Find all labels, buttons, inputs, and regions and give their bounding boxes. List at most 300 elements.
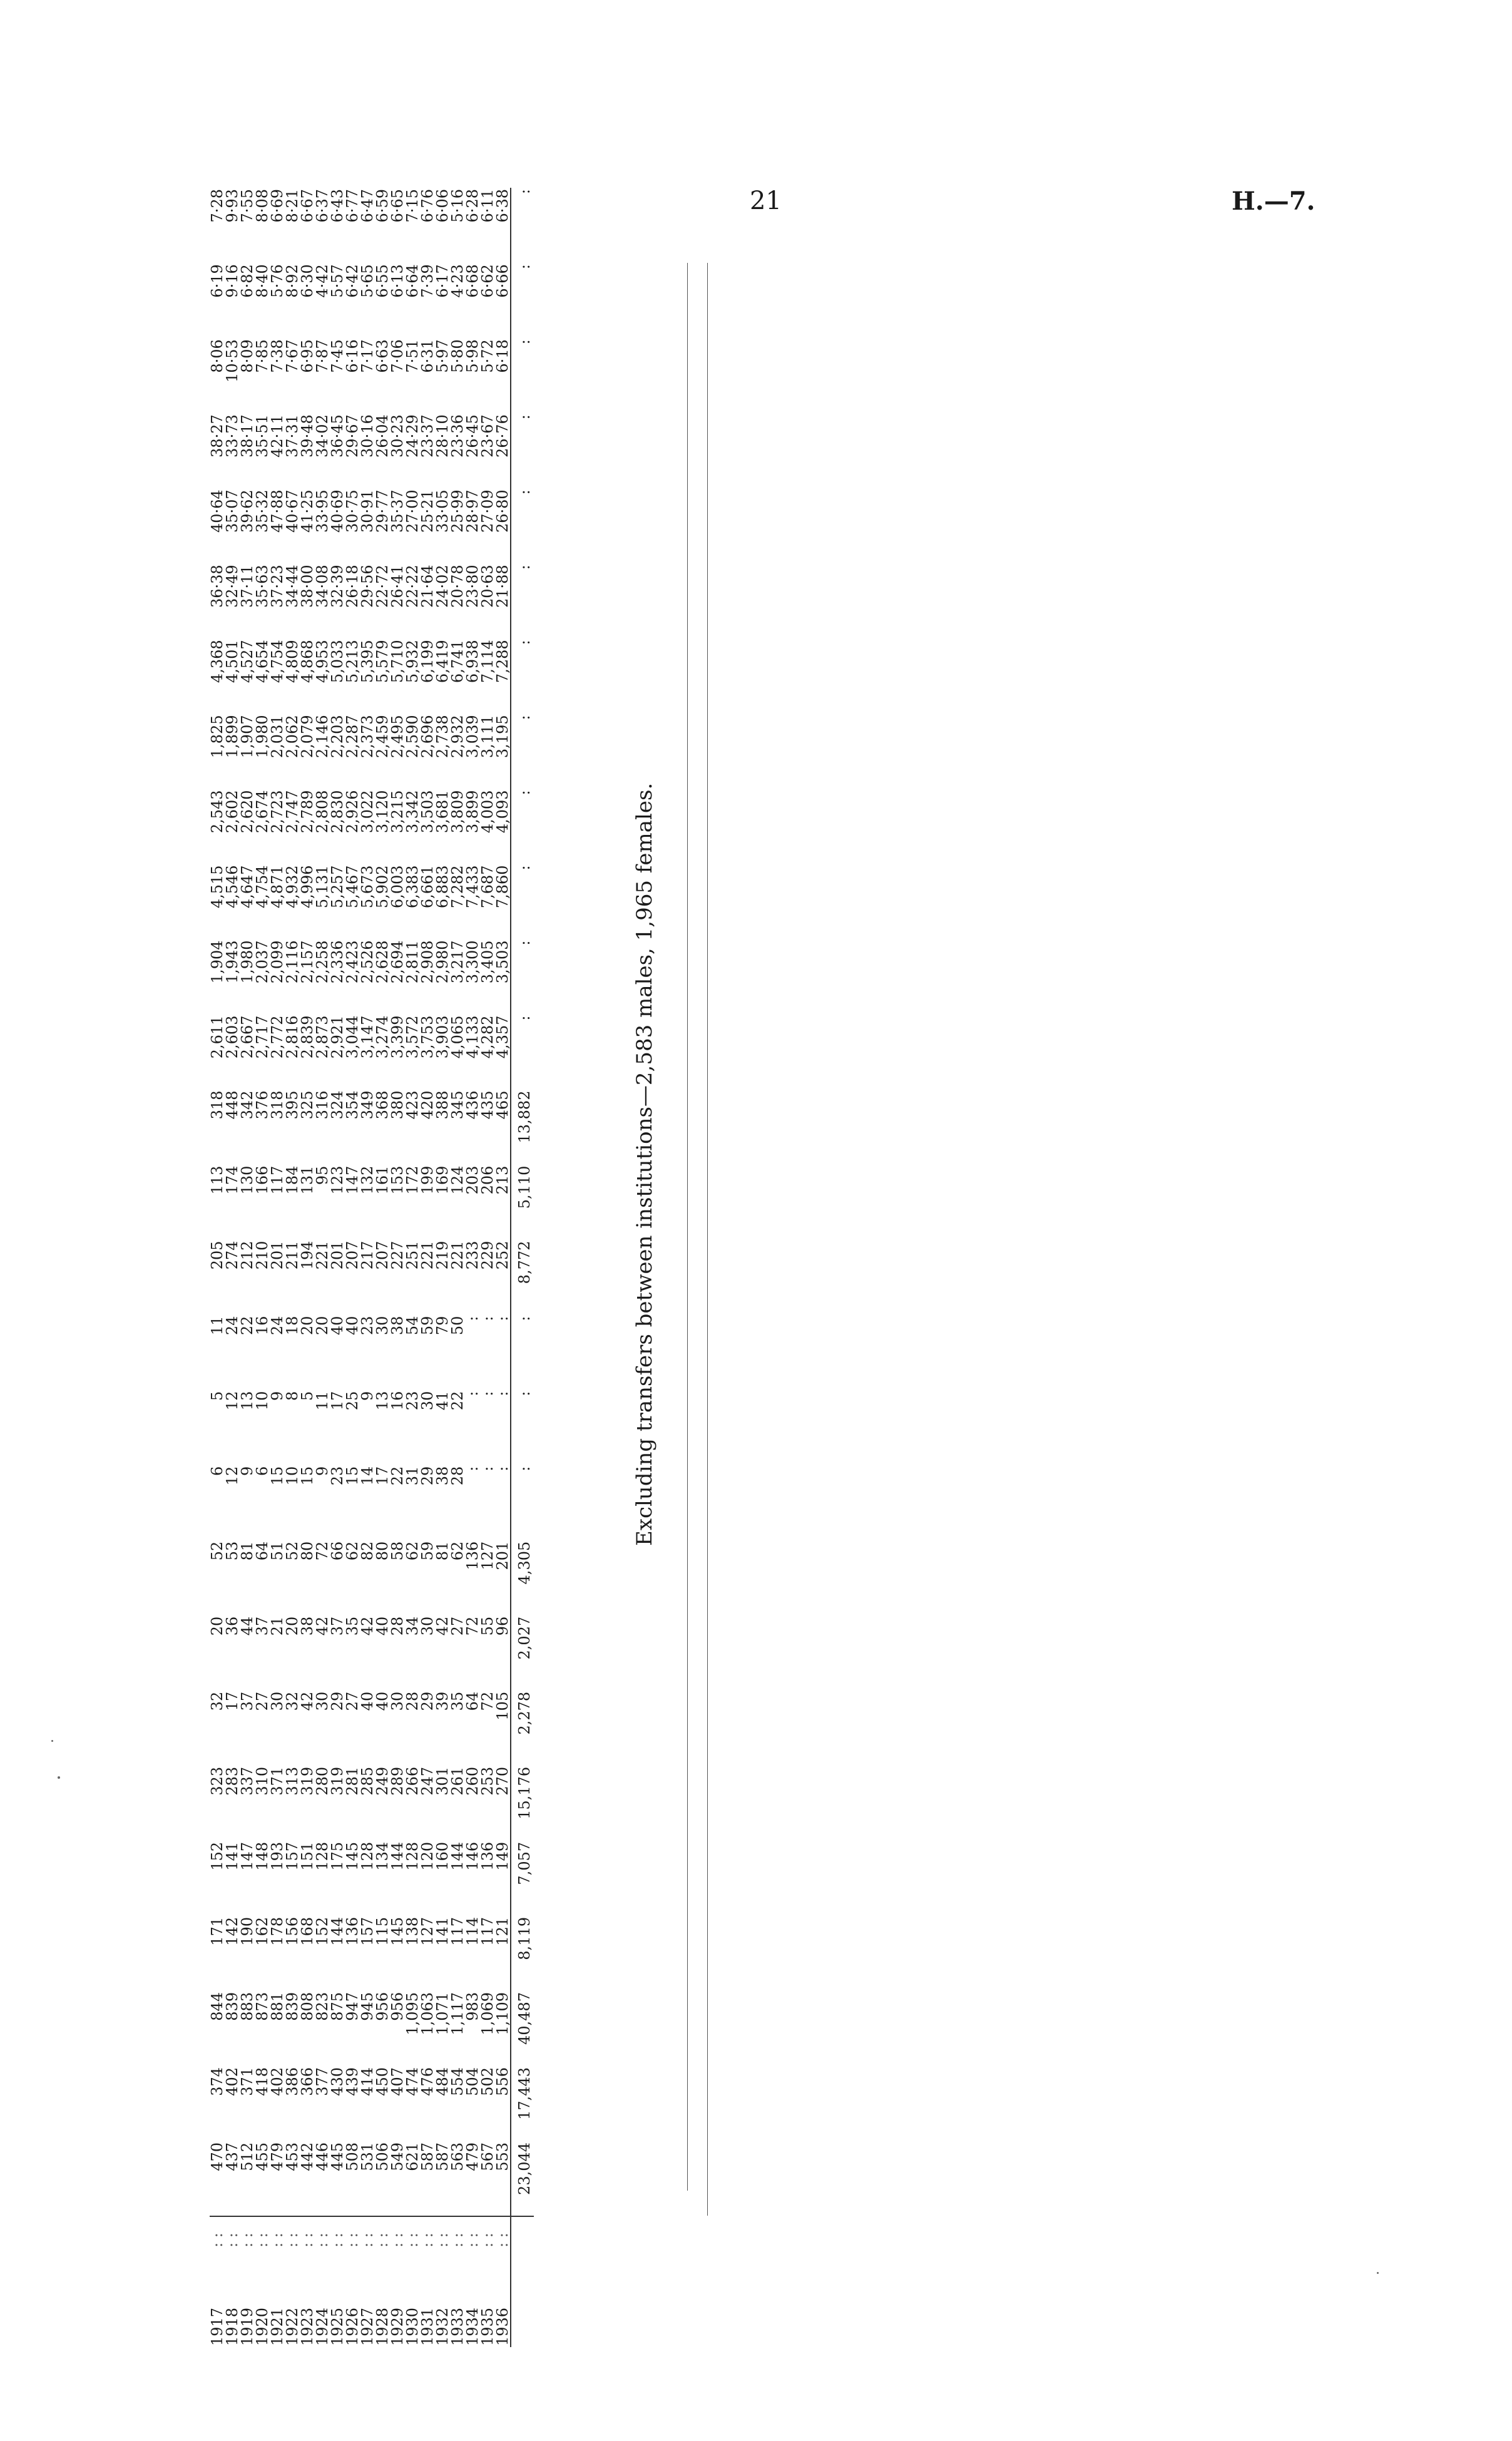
table-cell: 37·23	[268, 565, 286, 608]
table-cell: 395	[284, 1090, 301, 1120]
total-cell: :	[511, 714, 534, 789]
table-cell: 2,628	[374, 940, 391, 984]
table-cell: 556	[494, 2067, 511, 2096]
table-cell: 6·68	[464, 264, 481, 298]
table-cell: 184	[284, 1165, 301, 1195]
table-cell: 219	[434, 1241, 451, 1270]
table-cell: 5,213	[344, 640, 361, 683]
table-cell: 947	[344, 1992, 361, 2021]
table-cell: 3,405	[479, 940, 496, 984]
leader-dots: : :	[299, 2233, 316, 2248]
table-cell: 29	[419, 1466, 436, 1486]
table-cell: 4,647	[238, 865, 256, 909]
leader-dots: : :	[284, 2233, 301, 2248]
table-cell: 8·08	[253, 189, 271, 223]
table-cell: 2,336	[329, 940, 346, 984]
table-cell: 30·16	[359, 414, 376, 458]
leader-dots: : :	[464, 2233, 481, 2248]
table-cell: 455	[255, 2141, 270, 2216]
table-cell: 212	[238, 1241, 256, 1270]
table-cell: :	[479, 1391, 496, 1396]
table-cell: 5,395	[359, 640, 376, 683]
table-cell: 3,120	[374, 790, 391, 834]
table-row	[480, 188, 495, 2347]
table-cell: 3,903	[434, 1015, 451, 1059]
table-cell: 4,809	[284, 640, 301, 683]
table-cell: 26·04	[374, 414, 391, 458]
table-cell: 136	[464, 1541, 481, 1570]
table-cell: 983	[464, 1992, 481, 2021]
table-cell: 62	[449, 1541, 466, 1561]
table-row	[450, 188, 465, 2347]
table-cell: 423	[404, 1090, 421, 1120]
table-cell: 26·45	[464, 414, 481, 458]
table-cell: 22·72	[374, 565, 391, 608]
table-cell: 1,109	[494, 1992, 511, 2035]
table-cell: 18	[284, 1316, 301, 1336]
table-cell: 506	[375, 2141, 390, 2216]
year-cell: 1933	[449, 2307, 466, 2346]
table-cell: 34·08	[314, 565, 331, 608]
table-cell: 58	[389, 1541, 406, 1561]
table-cell: 2,620	[238, 790, 256, 834]
table-cell: 201	[268, 1241, 286, 1270]
table-cell: 2,789	[299, 790, 316, 834]
table-cell: 2,694	[389, 940, 406, 984]
table-cell: 289	[389, 1766, 406, 1796]
table-cell: 21·88	[494, 565, 511, 608]
table-cell: 32·39	[329, 565, 346, 608]
table-cell: 881	[268, 1992, 286, 2021]
table-cell: 36	[223, 1616, 241, 1636]
table-cell: 147	[238, 1841, 256, 1871]
table-cell: 95	[314, 1165, 331, 1185]
table-cell: 280	[314, 1766, 331, 1796]
table-cell: 40	[374, 1616, 391, 1636]
table-cell: 168	[299, 1916, 316, 1946]
table-cell: 6,661	[419, 865, 436, 909]
table-cell: 7·39	[419, 264, 436, 298]
table-cell: 17	[329, 1391, 346, 1411]
table-cell: 823	[314, 1992, 331, 2021]
table-cell: 132	[359, 1165, 376, 1195]
table-cell: 8·21	[284, 189, 301, 223]
leader-dots: : :	[314, 2233, 331, 2248]
table-cell: 4·42	[314, 264, 331, 298]
table-cell: 136	[344, 1916, 361, 1946]
table-cell: 213	[494, 1165, 511, 1195]
table-cell: 285	[359, 1766, 376, 1796]
leader-dots: : :	[238, 2233, 256, 2248]
table-cell: 7·28	[208, 189, 226, 223]
table-cell: 14	[359, 1466, 376, 1486]
year-cell: 1936	[494, 2307, 511, 2346]
table-cell: 386	[284, 2067, 301, 2096]
table-cell: 23	[359, 1316, 376, 1336]
table-cell: 251	[404, 1241, 421, 1270]
table-cell: 6·11	[479, 189, 496, 223]
table-cell: 17	[374, 1466, 391, 1486]
table-cell: 207	[374, 1241, 391, 1270]
table-cell: 24	[223, 1316, 241, 1336]
table-cell: 1,943	[223, 940, 241, 984]
table-cell: 474	[404, 2067, 421, 2096]
table-cell: 956	[389, 1992, 406, 2021]
year-cell: 1934	[464, 2307, 481, 2346]
table-cell: 402	[223, 2067, 241, 2096]
table-cell: 249	[374, 1766, 391, 1796]
table-cell: 59	[419, 1541, 436, 1561]
table-cell: 6·55	[374, 264, 391, 298]
year-cell: 1931	[419, 2307, 436, 2346]
table-cell: 2,603	[223, 1015, 241, 1059]
table-cell: 3,899	[464, 790, 481, 834]
table-cell: 117	[449, 1916, 466, 1946]
table-cell: 7·17	[359, 339, 376, 373]
table-cell: 4,368	[208, 640, 226, 683]
year-cell: 1927	[359, 2307, 376, 2346]
table-cell: 38	[299, 1616, 316, 1636]
table-row	[315, 188, 330, 2347]
table-cell: 6·65	[389, 189, 406, 223]
table-cell: 9	[268, 1391, 286, 1401]
table-cell: 6,199	[419, 640, 436, 683]
table-row	[240, 188, 255, 2347]
table-cell: 5,467	[344, 865, 361, 909]
table-row	[225, 188, 240, 2347]
table-cell: 30	[419, 1391, 436, 1411]
table-cell: 30	[419, 1616, 436, 1636]
table-cell: 8	[284, 1391, 301, 1401]
table-cell: 72	[479, 1691, 496, 1711]
table-cell: 414	[359, 2067, 376, 2096]
table-cell: 2,495	[389, 715, 406, 759]
table-cell: 13	[238, 1391, 256, 1411]
table-cell: 587	[420, 2141, 435, 2216]
table-cell: 50	[449, 1316, 466, 1336]
table-cell: 16	[389, 1391, 406, 1411]
table-cell: 418	[253, 2067, 271, 2096]
total-cell: :	[511, 263, 534, 338]
table-cell: 1,095	[404, 1992, 421, 2035]
table-cell: 178	[268, 1916, 286, 1946]
table-cell: 6,419	[434, 640, 451, 683]
table-cell: 567	[480, 2141, 495, 2216]
table-cell: 430	[329, 2067, 346, 2096]
table-row	[345, 188, 360, 2347]
table-cell: 2,772	[268, 1015, 286, 1059]
table-cell: 36·45	[329, 414, 346, 458]
page-ruled-line	[707, 263, 708, 2216]
table-cell: 2,423	[344, 940, 361, 984]
table-cell: 29·67	[344, 414, 361, 458]
table-cell: 64	[253, 1541, 271, 1561]
leader-dots: : :	[268, 2233, 286, 2248]
table-right-rule	[687, 263, 688, 2191]
table-cell: 166	[253, 1165, 271, 1195]
table-cell: 407	[389, 2067, 406, 2096]
table-cell: 15	[268, 1466, 286, 1486]
table-cell: 5·16	[449, 189, 466, 223]
table-cell: 152	[314, 1916, 331, 1946]
table-cell: 32·49	[223, 565, 241, 608]
table-cell: 201	[494, 1541, 511, 1570]
table-cell: 3,681	[434, 790, 451, 834]
table-cell: 42	[314, 1616, 331, 1636]
table-cell: 144	[449, 1841, 466, 1871]
table-row	[465, 188, 480, 2347]
table-cell: 3,147	[359, 1015, 376, 1059]
table-cell: 6·42	[344, 264, 361, 298]
data-table	[210, 188, 534, 2347]
table-cell: 5,131	[314, 865, 331, 909]
table-row	[300, 188, 315, 2347]
table-cell: 7·38	[268, 339, 286, 373]
table-cell: 325	[299, 1090, 316, 1120]
table-cell: 247	[419, 1766, 436, 1796]
table-cell: 844	[208, 1992, 226, 2021]
leader-dots	[511, 2216, 534, 2263]
table-cell: 270	[494, 1766, 511, 1796]
table-cell: 9	[314, 1466, 331, 1476]
table-cell: 7·15	[404, 189, 421, 223]
table-cell: 79	[434, 1316, 451, 1336]
table-cell: 6·66	[494, 264, 511, 298]
table-cell: 4,546	[223, 865, 241, 909]
table-cell: 2,258	[314, 940, 331, 984]
table-cell: 4,754	[253, 865, 271, 909]
table-cell: 152	[208, 1841, 226, 1871]
table-cell: 371	[238, 2067, 256, 2096]
table-cell: 33·73	[223, 414, 241, 458]
total-cell: 4,305	[511, 1540, 534, 1615]
table-cell: 1,980	[253, 715, 271, 759]
table-cell: 21	[268, 1616, 286, 1636]
table-cell: 25·99	[449, 489, 466, 533]
table-cell: 52	[208, 1541, 226, 1561]
table-cell: 141	[223, 1841, 241, 1871]
table-cell: 23·80	[464, 565, 481, 608]
table-cell: 64	[464, 1691, 481, 1711]
table-cell: 7,282	[449, 865, 466, 909]
total-cell: 8,772	[511, 1240, 534, 1315]
year-cell: 1924	[314, 2307, 331, 2346]
table-cell: 24	[268, 1316, 286, 1336]
table-cell: 96	[494, 1616, 511, 1636]
table-cell: 380	[389, 1090, 406, 1120]
table-cell: 51	[268, 1541, 286, 1561]
table-cell: 7,114	[479, 640, 496, 683]
table-cell: 127	[419, 1916, 436, 1946]
table-cell: 217	[359, 1241, 376, 1270]
table-cell: 4,093	[494, 790, 511, 834]
table-cell: 54	[404, 1316, 421, 1336]
table-cell: 2,116	[284, 940, 301, 984]
table-cell: 142	[223, 1916, 241, 1946]
year-cell: 1922	[284, 2307, 301, 2346]
table-cell: 42·11	[268, 414, 286, 458]
table-cell: 28·10	[434, 414, 451, 458]
table-cell: 6·47	[359, 189, 376, 223]
table-cell: 25·21	[419, 489, 436, 533]
table-cell: 114	[464, 1916, 481, 1946]
year-cell: 1928	[374, 2307, 391, 2346]
table-cell: 23·36	[449, 414, 466, 458]
table-cell: 221	[449, 1241, 466, 1270]
table-cell: 2,099	[268, 940, 286, 984]
table-cell: 41	[434, 1391, 451, 1411]
table-cell: 27	[449, 1616, 466, 1636]
table-cell: 508	[345, 2141, 360, 2216]
table-cell: 160	[434, 1841, 451, 1871]
table-cell: 281	[344, 1766, 361, 1796]
table-cell: 6,883	[434, 865, 451, 909]
table-cell: 6·59	[374, 189, 391, 223]
table-cell: 342	[238, 1090, 256, 1120]
total-cell: 2,278	[511, 1691, 534, 1766]
table-cell: 27	[344, 1691, 361, 1711]
table-cell: 316	[314, 1090, 331, 1120]
table-cell: 261	[449, 1766, 466, 1796]
table-cell: 2,062	[284, 715, 301, 759]
year-cell	[511, 2263, 534, 2347]
table-cell: 436	[464, 1090, 481, 1120]
table-cell: 6,938	[464, 640, 481, 683]
table-cell: 442	[300, 2141, 315, 2216]
table-cell: 448	[223, 1090, 241, 1120]
total-cell: 8,119	[511, 1916, 534, 1991]
table-cell: 44	[238, 1616, 256, 1636]
table-cell: 354	[344, 1090, 361, 1120]
table-cell: 39	[434, 1691, 451, 1711]
table-cell: 30	[268, 1691, 286, 1711]
year-cell: 1925	[329, 2307, 346, 2346]
table-cell: 531	[360, 2141, 375, 2216]
table-cell: 227	[389, 1241, 406, 1270]
table-cell: 28	[449, 1466, 466, 1486]
table-cell: 6·95	[299, 339, 316, 373]
table-cell: 30	[314, 1691, 331, 1711]
table-cell: 2,908	[419, 940, 436, 984]
table-cell: 40	[344, 1316, 361, 1336]
table-cell: 5,710	[389, 640, 406, 683]
year-cell: 1926	[344, 2307, 361, 2346]
table-cell: 6	[208, 1466, 226, 1476]
table-cell: 6·64	[404, 264, 421, 298]
total-cell: :	[511, 488, 534, 563]
table-cell: 128	[359, 1841, 376, 1871]
table-cell: 28	[404, 1691, 421, 1711]
table-cell: 131	[299, 1165, 316, 1195]
table-cell: 35	[344, 1616, 361, 1636]
table-cell: 3,274	[374, 1015, 391, 1059]
table-cell: 41·25	[299, 489, 316, 533]
table-cell: 1,117	[449, 1992, 466, 2035]
table-cell: 35·32	[253, 489, 271, 533]
table-cell: 22	[389, 1466, 406, 1486]
table-cell: 144	[389, 1841, 406, 1871]
table-cell: 5·98	[464, 339, 481, 373]
table-cell: 72	[314, 1541, 331, 1561]
table-cell: 808	[299, 1992, 316, 2021]
table-cell: 206	[479, 1165, 496, 1195]
table-cell: 37	[329, 1616, 346, 1636]
table-cell: 199	[419, 1165, 436, 1195]
table-cell: 81	[238, 1541, 256, 1561]
table-cell: 35·63	[253, 565, 271, 608]
total-cell: :	[511, 413, 534, 488]
table-cell: 194	[299, 1241, 316, 1270]
table-cell: 310	[253, 1766, 271, 1796]
table-cell: 3,342	[404, 790, 421, 834]
leader-dots: : :	[434, 2233, 451, 2248]
total-cell: :	[511, 638, 534, 714]
table-cell: 26·76	[494, 414, 511, 458]
table-cell: 839	[223, 1992, 241, 2021]
table-cell: 23·67	[479, 414, 496, 458]
table-row	[330, 188, 345, 2347]
table-cell: 368	[374, 1090, 391, 1120]
table-cell: 6·13	[389, 264, 406, 298]
table-cell: :	[479, 1316, 496, 1321]
document-code: H.—7.	[1232, 187, 1315, 216]
table-cell: 34·44	[284, 565, 301, 608]
table-cell: 4,868	[299, 640, 316, 683]
table-cell: 437	[225, 2141, 240, 2216]
table-cell: 512	[240, 2141, 255, 2216]
table-cell: 1,063	[419, 1992, 436, 2035]
table-cell: 388	[434, 1090, 451, 1120]
table-cell: 6·37	[314, 189, 331, 223]
year-cell: 1930	[404, 2307, 421, 2346]
table-cell: 124	[449, 1165, 466, 1195]
total-cell: :	[511, 1015, 534, 1090]
table-cell: :	[494, 1391, 511, 1396]
leader-dots: : :	[253, 2233, 271, 2248]
table-cell: 2,830	[329, 790, 346, 834]
table-cell: 38·00	[299, 565, 316, 608]
table-cell: 5·97	[434, 339, 451, 373]
table-cell: 29·56	[359, 565, 376, 608]
leader-dots: : :	[419, 2233, 436, 2248]
table-cell: 6·06	[434, 189, 451, 223]
table-cell: 6·69	[268, 189, 286, 223]
table-cell: 7·06	[389, 339, 406, 373]
table-cell: 587	[435, 2141, 450, 2216]
table-cell: 29·77	[374, 489, 391, 533]
year-cell: 1921	[268, 2307, 286, 2346]
table-cell: 31	[404, 1466, 421, 1486]
table-cell: 2,146	[314, 715, 331, 759]
table-cell: 7·85	[253, 339, 271, 373]
table-cell: 156	[284, 1916, 301, 1946]
table-cell: 42	[299, 1691, 316, 1711]
table-row	[360, 188, 375, 2347]
table-cell: 319	[329, 1766, 346, 1796]
table-cell: 145	[389, 1916, 406, 1946]
table-cell: 2,738	[434, 715, 451, 759]
table-cell: 402	[268, 2067, 286, 2096]
table-cell: 141	[434, 1916, 451, 1946]
table-cell: :	[494, 1466, 511, 1471]
table-cell: 30·91	[359, 489, 376, 533]
table-cell: 23	[329, 1466, 346, 1486]
table-cell: 22	[238, 1316, 256, 1336]
table-cell: 1,980	[238, 940, 256, 984]
table-cell: 38·17	[238, 414, 256, 458]
total-cell: :	[511, 789, 534, 864]
table-cell: 7·87	[314, 339, 331, 373]
